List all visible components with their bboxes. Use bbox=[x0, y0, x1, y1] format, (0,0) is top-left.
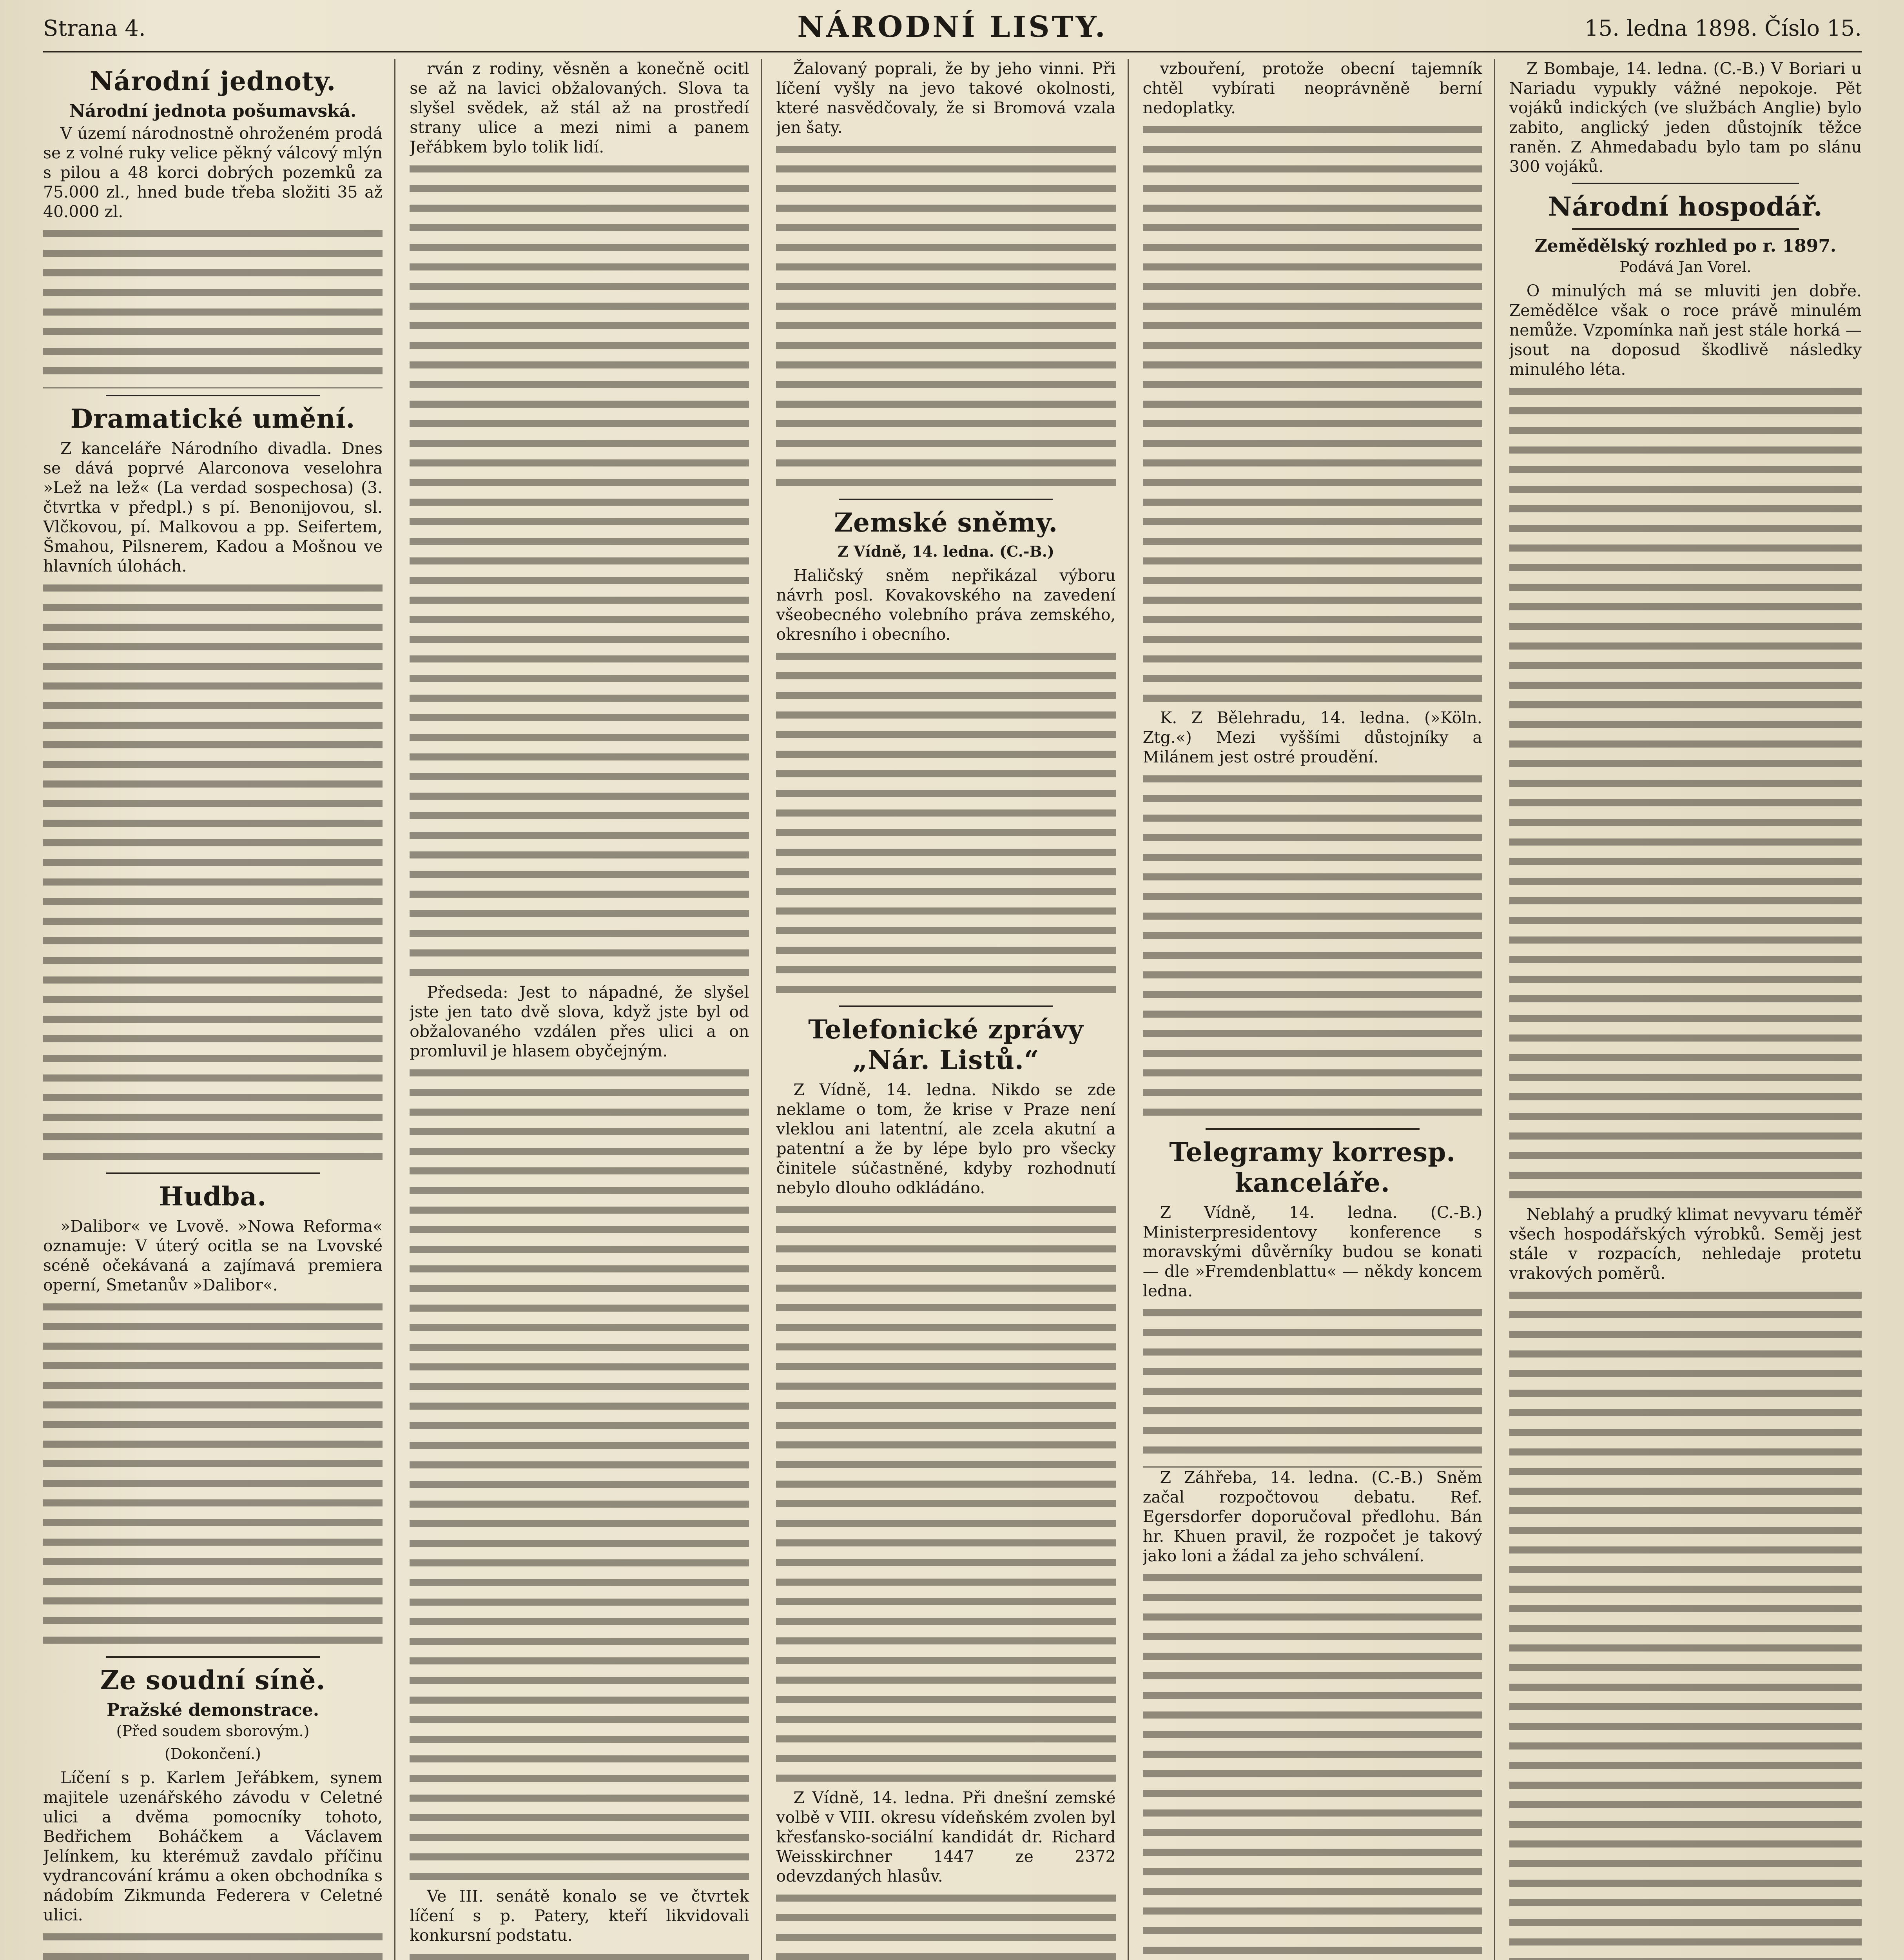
column-4 bbox=[1143, 59, 1495, 1960]
section-subtitle: Národní jednota pošumavská. bbox=[69, 101, 357, 121]
text-block bbox=[1509, 381, 1862, 1205]
divider bbox=[1572, 183, 1799, 184]
article-text: Žalovaný poprali, že by jeho vinni. Při líčení vyšly na jevo takové okolnosti, které nasvědčovaly, že si Bromová vzala jen šaty. bbox=[776, 59, 1116, 137]
section-title-telefonicke-zpravy: Telefonické zprávy „Nár. Listů.“ bbox=[808, 1014, 1084, 1075]
article-text: K. Z Bělehradu, 14. ledna. (»Köln. Ztg.«) Mezi vyššími důstojníky a Milánem jest ostré proudění. bbox=[1142, 708, 1482, 766]
article-text: Ve III. senátě konalo se ve čtvrtek líčení s p. Patery, kteří likvidovali konkursní podstatu. bbox=[410, 1887, 749, 1945]
divider bbox=[106, 1172, 320, 1174]
section-title-narodni-jednoty: Národní jednoty. bbox=[89, 66, 336, 96]
section-subtitle: Pražské demonstrace. bbox=[107, 1700, 319, 1720]
dateline: Z Vídně, 14. ledna. (C.-B.) bbox=[838, 543, 1054, 560]
text-block bbox=[43, 578, 383, 1166]
masthead: NÁRODNÍ LISTY. bbox=[797, 10, 1108, 44]
columns bbox=[43, 59, 1862, 1960]
text-block bbox=[776, 1200, 1115, 1788]
article-text: rván z rodiny, věsněn a konečně ocitl se až na lavici obžalovaných. Slova ta slyšel svědek, až stál až na prostředí strany ulice a mezi nimi a panem Jeřábkem bylo tolik lidí. bbox=[410, 59, 749, 156]
column-2 bbox=[410, 59, 762, 1960]
section-title-hudba: Hudba. bbox=[159, 1181, 267, 1212]
divider bbox=[106, 395, 320, 396]
text-block bbox=[43, 224, 383, 388]
divider bbox=[839, 499, 1053, 500]
divider bbox=[839, 1005, 1053, 1007]
section-continuation: (Dokončení.) bbox=[165, 1745, 261, 1762]
text-block bbox=[776, 1888, 1115, 1960]
column-1 bbox=[43, 59, 395, 1960]
text-block bbox=[43, 1297, 383, 1650]
article-text: vzbouření, protože obecní tajemník chtěl vybírati neoprávněně berní nedoplatky. bbox=[1142, 59, 1482, 117]
divider bbox=[1572, 228, 1799, 230]
text-block bbox=[410, 159, 749, 982]
article-text: V území národnostně ohroženém prodá se z volné ruky velice pěkný válcový mlýn s pilou a 48 korci dobrých pozemků za 75.000 zl., hned bude třeba složiti 35 až 40.000 zl. bbox=[43, 124, 383, 221]
section-title-telegramy: Telegramy korresp. kanceláře. bbox=[1169, 1137, 1456, 1198]
article-text: Z kanceláře Národního divadla. Dnes se dává poprvé Alarconova veselohra »Lež na lež« (La verdad sospechosa) (3. čtvrtka v předpl.) s pí. Benonijovou, sl. Vlčkovou, pí. Malkovou a pp. Seifertem, Šmahou, Pilsnerem, Kadou a Mošnou ve hlavních úlohách. bbox=[43, 439, 383, 575]
author-line: Podává Jan Vorel. bbox=[1619, 258, 1752, 276]
page-number: Strana 4. bbox=[43, 16, 146, 41]
article-text: Předseda: Jest to nápadné, že slyšel jste jen tato dvě slova, když jste byl od obžalovaného vzdálen přes ulici a on promluvil je hlasem obyčejným. bbox=[410, 983, 749, 1060]
divider bbox=[106, 1656, 320, 1658]
issue-date: 15. ledna 1898. Číslo 15. bbox=[1584, 16, 1862, 41]
text-block bbox=[410, 1947, 749, 1960]
page-header bbox=[43, 8, 1862, 53]
text-block bbox=[1509, 1285, 1862, 1960]
section-title-dramaticke-umeni: Dramatické umění. bbox=[70, 403, 355, 434]
article-text: »Dalibor« ve Lvově. »Nowa Reforma« oznamuje: V úterý ocitla se na Lvovské scéně očekávaná a zajímavá premiera operní, Smetanův »Dalibor«. bbox=[43, 1217, 383, 1294]
text-block bbox=[1143, 120, 1482, 708]
section-title-zemske-snemy: Zemské sněmy. bbox=[834, 507, 1058, 538]
column-3 bbox=[776, 59, 1128, 1960]
text-block bbox=[1143, 769, 1482, 1122]
divider bbox=[1206, 1128, 1420, 1130]
article-text: Z Bombaje, 14. ledna. (C.-B.) V Boriari u Nariadu vypukly vážné nepokoje. Pět vojáků indických (ve službách Anglie) bylo zabito, anglický jeden důstojník těžce raněn. Z Ahmedabadu bylo tam po slánu 300 vojáků. bbox=[1509, 59, 1862, 176]
article-text: Líčení s p. Karlem Jeřábkem, synem majitele uzenářského závodu v Celetné ulici a dvěma pomocníky tohoto, Bedřichem Boháčkem a Václavem Jelínkem, ku kterémuž zavdalo příčinu vydrancování krámu a oken obchodníka s nádobím Zikmunda Federera v Celetné ulici. bbox=[43, 1768, 383, 1924]
article-text: Haličský sněm nepřikázal výboru návrh posl. Kovakovského na zavedení všeobecného volebního práva zemského, okresního i obecního. bbox=[776, 566, 1116, 644]
article-text: Z Vídně, 14. ledna. Nikdo se zde neklame o tom, že krise v Praze není vleklou ani latentní, ale zcela akutní a patentní a že by lépe bylo pro všecky činitele súčastněné, kdyby rozhodnutí nebylo dlouho odkládáno. bbox=[776, 1080, 1116, 1197]
text-block bbox=[1143, 1568, 1482, 1960]
section-title-ze-soudni-sine: Ze soudní síně. bbox=[100, 1665, 326, 1695]
text-block bbox=[776, 646, 1115, 999]
article-text: Z Záhřeba, 14. ledna. (C.-B.) Sněm začal rozpočtovou debatu. Ref. Egersdorfer doporučoval předlohu. Bán hr. Khuen pravil, že rozpočet je takový jako loni a žádal za jeho schválení. bbox=[1142, 1468, 1482, 1565]
section-title-narodni-hospodar: Národní hospodář. bbox=[1548, 191, 1823, 222]
section-note: (Před soudem sborovým.) bbox=[116, 1722, 310, 1740]
article-text: Z Vídně, 14. ledna. Při dnešní zemské volbě v VIII. okresu vídeňském zvolen byl křesťansko-sociální kandidát dr. Richard Weisskirchner 1447 ze 2372 odevzdaných hlasův. bbox=[776, 1788, 1116, 1886]
text-block bbox=[410, 1063, 749, 1886]
column-5 bbox=[1509, 59, 1862, 1960]
article-text: Z Vídně, 14. ledna. (C.-B.) Ministerpresidentovy konference s moravskými důvěrníky budou se konati — dle »Fremdenblattu« — někdy koncem ledna. bbox=[1142, 1203, 1482, 1300]
article-text: O minulých má se mluviti jen dobře. Zemědělce však o roce právě minulém nemůže. Vzpomínka naň jest stále horká — jsout na doposud škodlivě následky minulého léta. bbox=[1509, 281, 1862, 379]
text-block bbox=[776, 140, 1115, 492]
article-text: Neblahý a prudký klimat nevyvaru téměř všech hospodářských výrobků. Seměj jest stále v rozpacích, nehledaje protetu vrakových poměrů. bbox=[1509, 1205, 1862, 1283]
section-subtitle: Zemědělský rozhled po r. 1897. bbox=[1534, 236, 1837, 256]
text-block bbox=[43, 1927, 383, 1960]
text-block bbox=[1143, 1303, 1482, 1468]
